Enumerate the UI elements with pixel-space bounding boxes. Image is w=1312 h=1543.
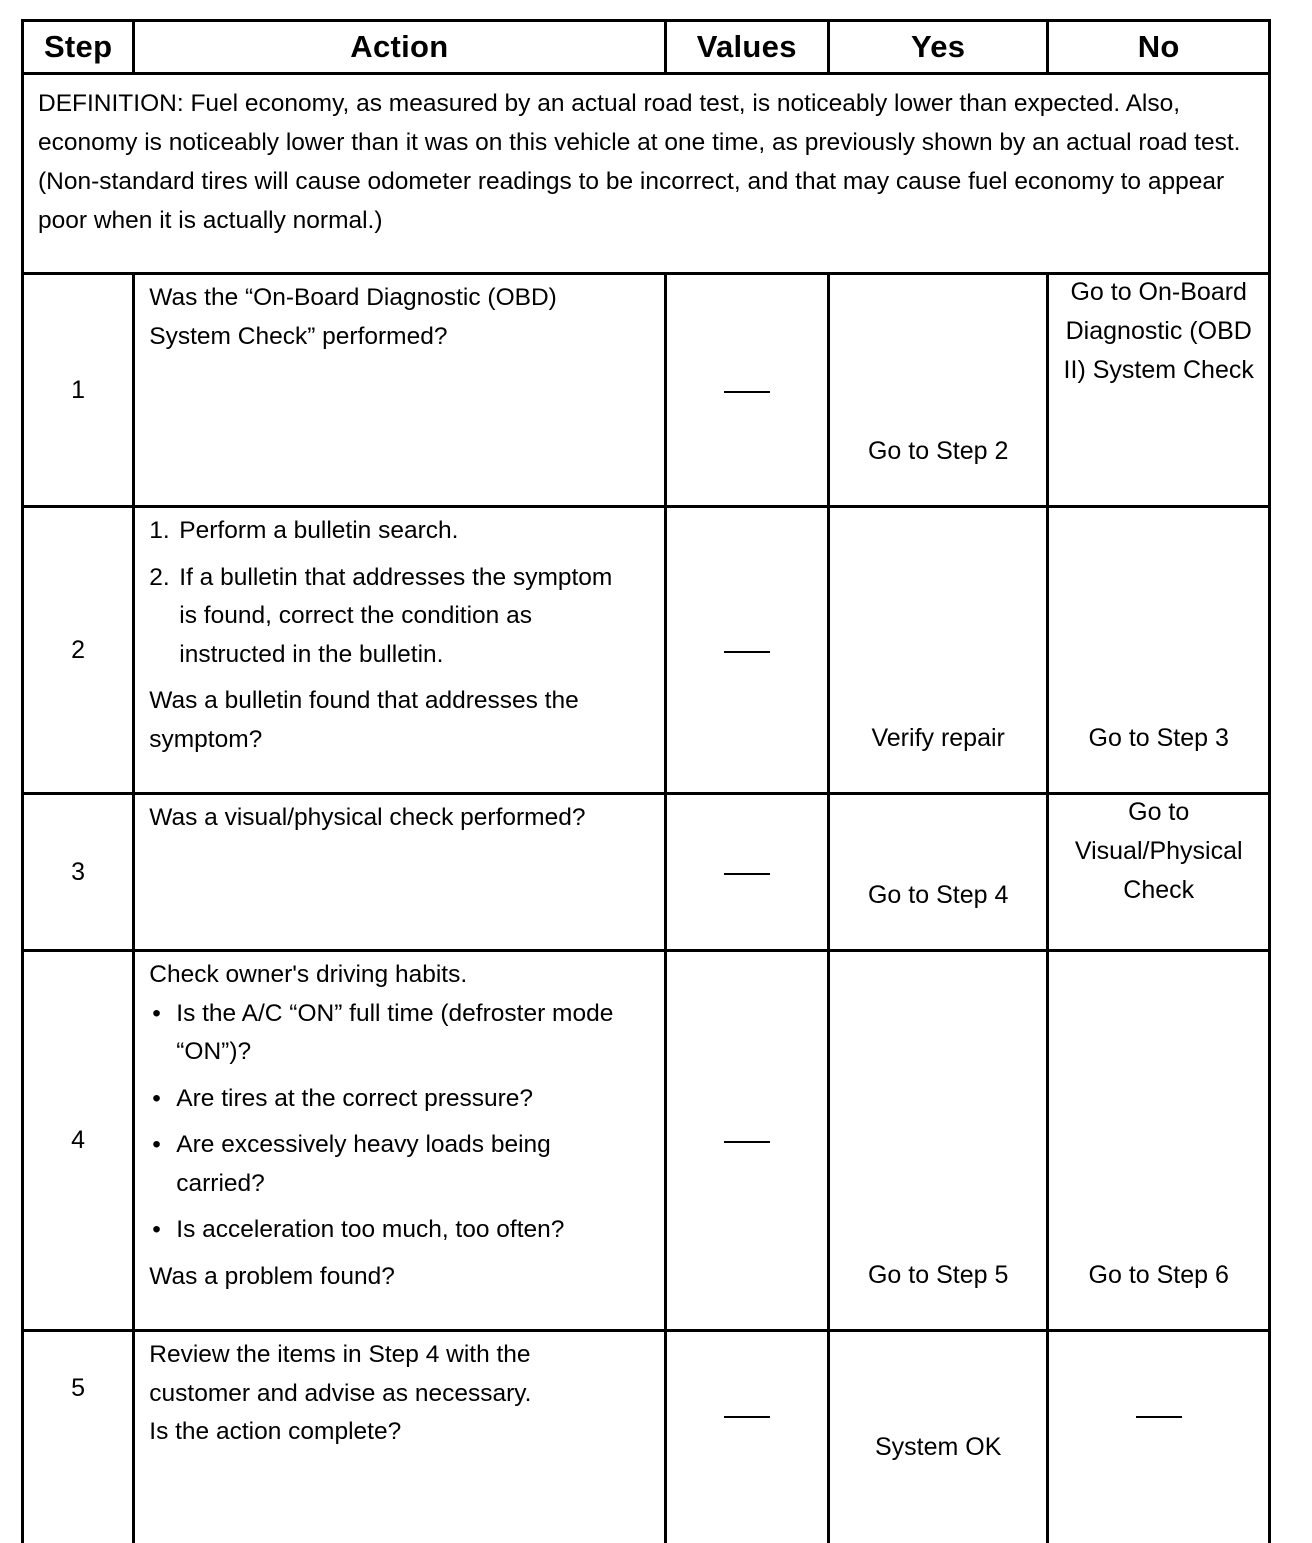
no-result: Go to On-Board Diagnostic (OBD II) System Check	[1049, 273, 1268, 390]
table-row	[23, 1331, 1270, 1543]
values-cell	[665, 951, 828, 1331]
action-bullet-item: • Is acceleration too much, too often?	[149, 1211, 651, 1250]
no-cell	[1048, 951, 1270, 1331]
yes-cell	[828, 1331, 1048, 1543]
table-row	[23, 507, 1270, 794]
values-dash	[724, 873, 770, 875]
definition-row	[23, 74, 1270, 274]
no-cell	[1048, 507, 1270, 794]
no-cell	[1048, 794, 1270, 951]
definition-text: DEFINITION: Fuel economy, as measured by an actual road test, is noticeably lower than expected. Also, economy is noticeably lower than it was on this vehicle at one time, as previously shown by an actual road test. (Non-standard tires will cause odometer readings to be incorrect, and that may cause fuel economy to appear poor when it is actually normal.)	[23, 74, 1270, 274]
action-question: Was a problem found?	[149, 1258, 651, 1297]
header-no: No	[1048, 21, 1270, 74]
action-bullet-item: • Are excessively heavy loads being carried?	[149, 1126, 651, 1203]
yes-result: Verify repair	[830, 719, 1047, 758]
action-question: Is the action complete?	[149, 1413, 651, 1452]
values-cell	[665, 507, 828, 794]
yes-cell	[828, 274, 1048, 507]
table-row	[23, 951, 1270, 1331]
step-number: 2	[23, 507, 134, 794]
step-number: 4	[23, 951, 134, 1331]
action-numbered-item: 1. Perform a bulletin search.	[149, 512, 651, 551]
action-intro: Check owner's driving habits.	[149, 956, 651, 995]
header-values: Values	[665, 21, 828, 74]
yes-cell	[828, 951, 1048, 1331]
step-number: 3	[23, 794, 134, 951]
diagnostic-table-page	[21, 19, 1271, 1543]
step-number: 1	[23, 274, 134, 507]
yes-result: System OK	[830, 1428, 1047, 1467]
yes-cell	[828, 794, 1048, 951]
table-row	[23, 274, 1270, 507]
action-bullet-item: • Is the A/C “ON” full time (defroster mode “ON”)?	[149, 995, 651, 1072]
action-cell	[134, 507, 665, 794]
values-cell	[665, 1331, 828, 1543]
table-row	[23, 794, 1270, 951]
values-cell	[665, 274, 828, 507]
header-step: Step	[23, 21, 134, 74]
yes-cell	[828, 507, 1048, 794]
action-cell	[134, 1331, 665, 1543]
action-bullet-item: • Are tires at the correct pressure?	[149, 1080, 651, 1119]
values-dash	[724, 1141, 770, 1143]
header-yes: Yes	[828, 21, 1048, 74]
no-result: Go to Visual/Physical Check	[1049, 793, 1268, 910]
values-dash	[724, 391, 770, 393]
header-action: Action	[134, 21, 665, 74]
header-row	[23, 21, 1270, 74]
action-cell	[134, 951, 665, 1331]
step-number: 5	[23, 1331, 134, 1543]
values-dash	[724, 651, 770, 653]
yes-result: Go to Step 5	[830, 1256, 1047, 1295]
no-cell	[1048, 274, 1270, 507]
action-numbered-item: 2. If a bulletin that addresses the symptom is found, correct the condition as instructed in the bulletin.	[149, 559, 651, 675]
yes-result: Go to Step 4	[830, 876, 1047, 915]
action-text: Was a visual/physical check performed?	[149, 799, 651, 838]
action-text: Was the “On-Board Diagnostic (OBD) System Check” performed?	[149, 279, 619, 356]
action-question: Was a bulletin found that addresses the symptom?	[149, 682, 651, 759]
diagnostic-table	[21, 19, 1271, 1543]
yes-result: Go to Step 2	[830, 432, 1047, 471]
no-dash	[1136, 1416, 1182, 1418]
no-result: Go to Step 6	[1049, 1256, 1268, 1295]
values-cell	[665, 794, 828, 951]
action-cell	[134, 274, 665, 507]
no-cell	[1048, 1331, 1270, 1543]
action-cell	[134, 794, 665, 951]
values-dash	[724, 1416, 770, 1418]
action-text: Review the items in Step 4 with the customer and advise as necessary.	[149, 1336, 619, 1413]
no-result: Go to Step 3	[1049, 719, 1268, 758]
